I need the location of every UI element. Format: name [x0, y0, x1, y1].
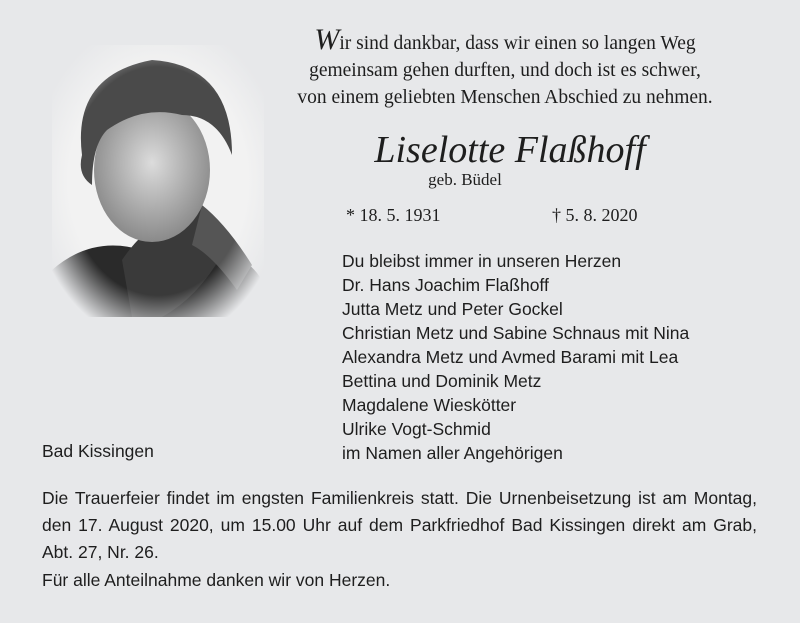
family-line: Jutta Metz und Peter Gockel — [342, 299, 563, 319]
thanks-note: Für alle Anteilnahme danken wir von Herzen. — [42, 570, 391, 590]
death-date: † 5. 8. 2020 — [552, 205, 638, 225]
family-line: Magdalene Wieskötter — [342, 395, 517, 415]
family-line: im Namen aller Angehörigen — [342, 443, 563, 463]
maiden-name: geb. Büdel — [428, 170, 502, 189]
family-line: Alexandra Metz und Avmed Barami mit Lea — [342, 347, 679, 367]
quote-initial: W — [314, 23, 340, 56]
family-line: Christian Metz und Sabine Schnaus mit Nina — [342, 323, 690, 343]
birth-date: * 18. 5. 1931 — [346, 205, 441, 225]
portrait-photo — [52, 45, 264, 317]
funeral-info: Die Trauerfeier findet im engsten Familienkreis statt. Die Urnenbeisetzung ist am Montag, den 17. August 2020, um 15.00 Uhr auf dem Parkfriedhof Bad Kissingen direkt am Grab, Abt. 27, Nr. 26. — [42, 488, 757, 562]
quote-line: Wir sind dankbar, dass wir einen so langen Weg — [314, 23, 696, 56]
place: Bad Kissingen — [42, 441, 154, 461]
family-line: Bettina und Dominik Metz — [342, 371, 542, 391]
quote-line: gemeinsam gehen durften, und doch ist es schwer, — [309, 60, 701, 81]
opening-quote — [260, 23, 750, 111]
family-line: Du bleibst immer in unseren Herzen — [342, 251, 622, 271]
family-list — [342, 249, 689, 465]
quote-line: von einem geliebten Menschen Abschied zu nehmen. — [297, 87, 713, 108]
deceased-name: Liselotte Flaßhoff — [374, 129, 646, 171]
family-line: Ulrike Vogt-Schmid — [342, 419, 491, 439]
family-line: Dr. Hans Joachim Flaßhoff — [342, 275, 549, 295]
